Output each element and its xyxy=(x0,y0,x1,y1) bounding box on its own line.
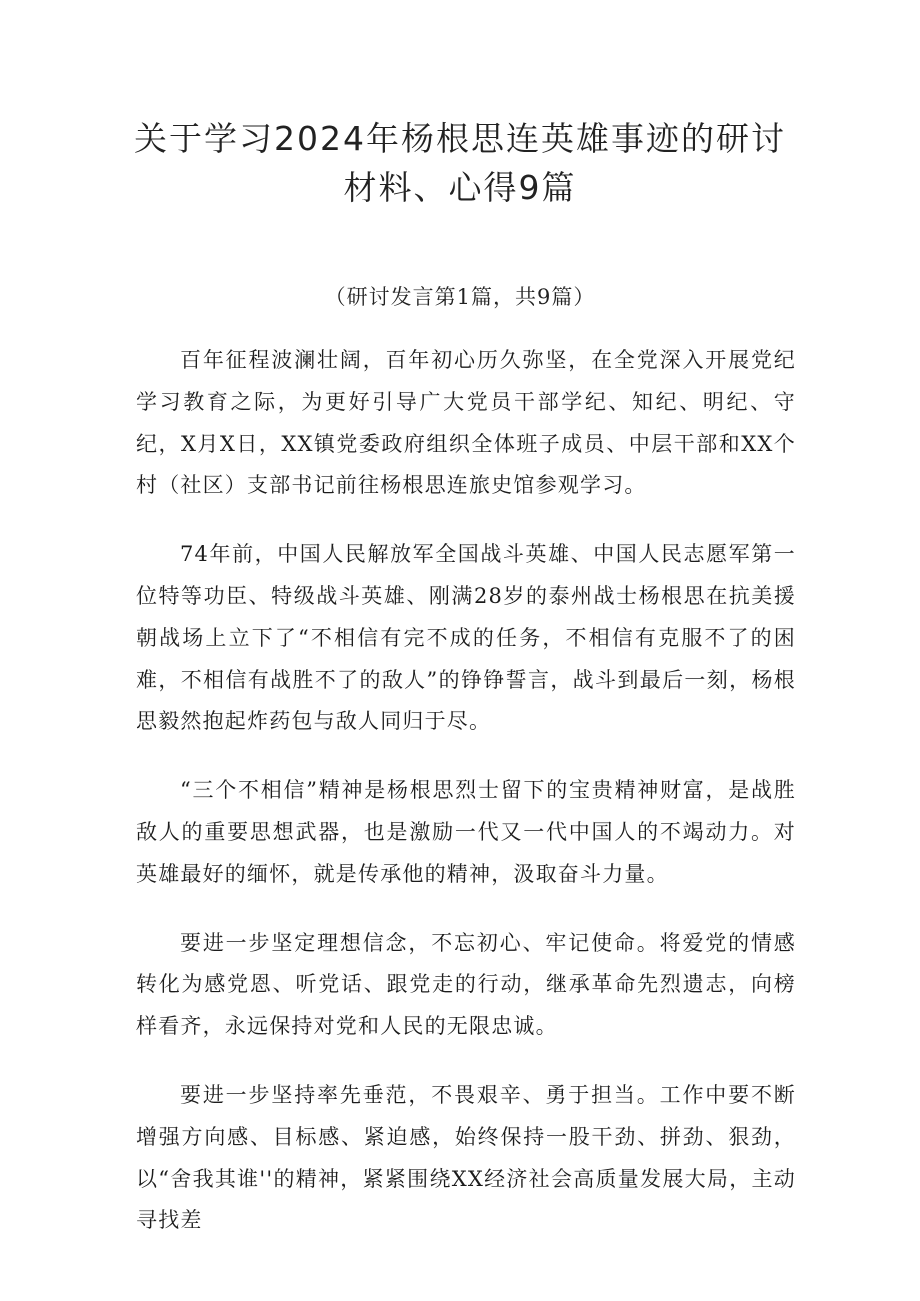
body-paragraph-4: 要进一步坚定理想信念，不忘初心、牢记使命。将爱党的情感转化为感党恩、听党话、跟党走的行动，继承革命先烈遗志，向榜样看齐，永远保持对党和人民的无限忠诚。 xyxy=(136,930,796,1039)
section-subtitle: （研讨发言第1篇，共9篇） xyxy=(324,285,596,309)
body-paragraph-1: 百年征程波澜壮阔，百年初心历久弥坚，在全党深入开展党纪学习教育之际，为更好引导广大党员干部学纪、知纪、明纪、守纪，X月X日，XX镇党委政府组织全体班子成员、中层干部和XX个村（社区）支部书记前往杨根思连旅史馆参观学习。 xyxy=(136,348,796,498)
document-title-line-2: 材料、心得9篇 xyxy=(343,168,577,207)
body-paragraph-5: 要进一步坚持率先垂范，不畏艰辛、勇于担当。工作中要不断增强方向感、目标感、紧迫感，始终保持一股干劲、拼劲、狠劲，以“舍我其谁''的精神，紧紧围绕XX经济社会高质量发展大局，主动寻找差 xyxy=(136,1082,796,1233)
document-title-line-1: 关于学习2024年杨根思连英雄事迹的研讨 xyxy=(134,119,786,158)
body-paragraph-2: 74年前，中国人民解放军全国战斗英雄、中国人民志愿军第一位特等功臣、特级战斗英雄、刚满28岁的泰州战士杨根思在抗美援朝战场上立下了“不相信有完不成的任务，不相信有克服不了的困难，不相信有战胜不了的敌人”的铮铮誓言，战斗到最后一刻，杨根思毅然抱起炸药包与敌人同归于尽。 xyxy=(136,542,796,734)
document-body xyxy=(136,340,796,1269)
body-paragraph-3: “三个不相信”精神是杨根思烈士留下的宝贵精神财富，是战胜敌人的重要思想武器，也是激励一代又一代中国人的不竭动力。对英雄最好的缅怀，就是传承他的精神，汲取奋斗力量。 xyxy=(136,778,796,886)
